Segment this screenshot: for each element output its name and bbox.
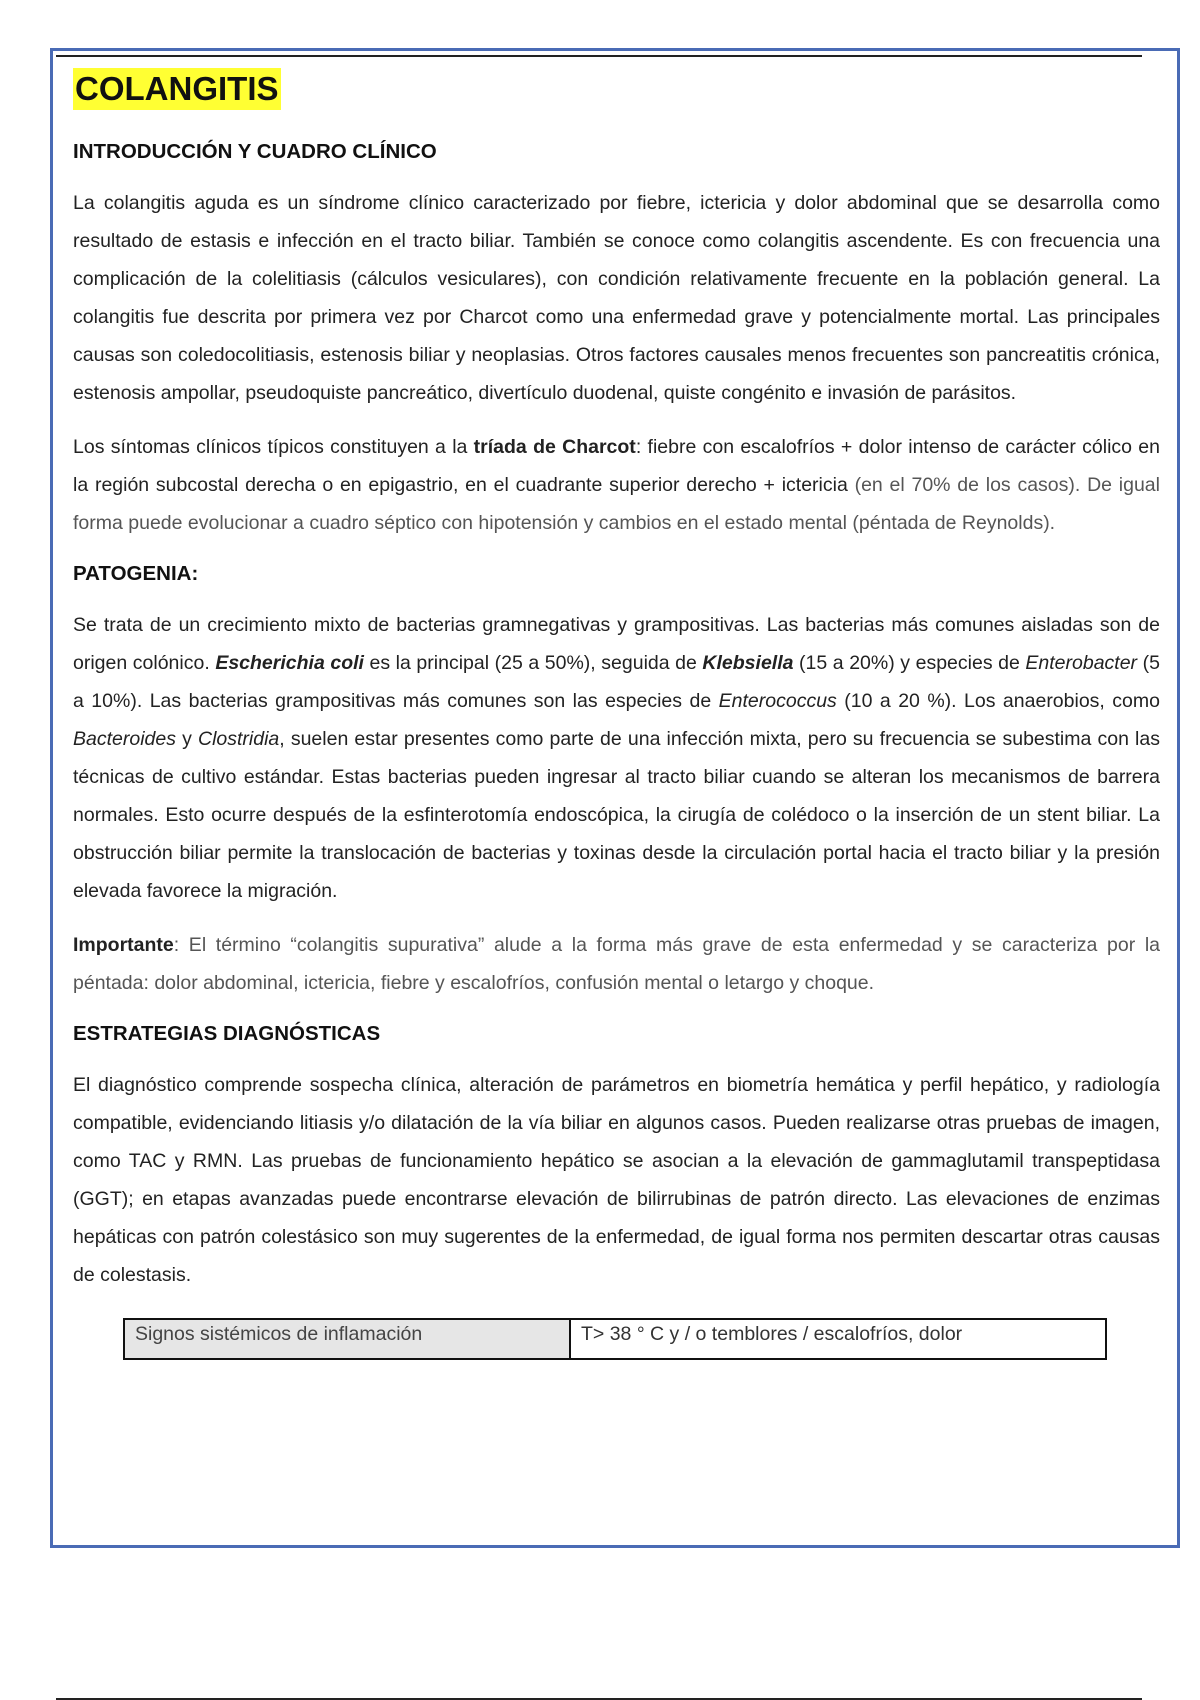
text-run-grey: : El término “colangitis supurativa” alude a la forma más grave de esta enfermedad y se caracteriza por la péntada: dolor abdominal, ictericia, fiebre y escalofríos, confusión mental o letargo y choque. bbox=[73, 934, 1160, 994]
text-run: , suelen estar presentes como parte de una infección mixta, pero su frecuencia se subestima con las técnicas de cultivo estándar. Estas bacterias pueden ingresar al tracto biliar cuando se alteran los mecanismos de barrera normales. Esto ocurre después de la esfinterotomía endoscópica, la cirugía de colédoco o la inserción de un stent biliar. La obstrucción biliar permite la translocación de bacterias y toxinas desde la circulación portal hacia el tracto biliar y la presión elevada favorece la migración. bbox=[73, 728, 1160, 902]
bacteria-name: Klebsiella bbox=[702, 652, 794, 674]
criteria-table bbox=[123, 1318, 1107, 1360]
text-run: y bbox=[175, 728, 198, 750]
importante-paragraph bbox=[73, 926, 1160, 1002]
text-run: : fiebre con escalofríos + dolor intenso de carácter cólico en la región subcostal derecha o en epigastrio, en el cuadrante superior derecho + ictericia bbox=[73, 436, 1160, 496]
bacteria-name: Bacteroides bbox=[73, 728, 176, 750]
bold-term: tríada de Charcot bbox=[473, 436, 636, 458]
bacteria-name: Clostridia bbox=[198, 728, 280, 750]
bacteria-name: Enterobacter bbox=[1025, 652, 1138, 674]
top-rule bbox=[56, 55, 1142, 57]
section-heading-patogenia: PATOGENIA: bbox=[73, 562, 199, 585]
text-run: Se trata de un crecimiento mixto de bacterias gramnegativas y grampositivas. Las bacterias más comunes aisladas son de origen colónico. bbox=[73, 614, 1160, 674]
text-run: (10 a 20 %). Los anaerobios, como bbox=[836, 690, 1160, 712]
table-cell: Signos sistémicos de inflamación bbox=[124, 1319, 570, 1359]
intro-paragraph-2 bbox=[73, 428, 1160, 542]
text-run: Los síntomas clínicos típicos constituyen a la bbox=[73, 436, 474, 458]
section-heading-diagnostico: ESTRATEGIAS DIAGNÓSTICAS bbox=[73, 1022, 381, 1045]
table-row bbox=[124, 1319, 1106, 1359]
page-title: COLANGITIS bbox=[73, 68, 281, 110]
text-run: (15 a 20%) y especies de bbox=[793, 652, 1026, 674]
importante-label: Importante bbox=[73, 934, 174, 956]
text-run: es la principal (25 a 50%), seguida de bbox=[363, 652, 703, 674]
diagnostico-paragraph: El diagnóstico comprende sospecha clínica, alteración de parámetros en biometría hemática y perfil hepático, y radiología compatible, evidenciando litiasis y/o dilatación de la vía biliar en algunos casos. Pueden realizarse otras pruebas de imagen, como TAC y RMN. Las pruebas de funcionamiento hepático se asocian a la elevación de gammaglutamil transpeptidasa (GGT); en etapas avanzadas puede encontrarse elevación de bilirrubinas de patrón directo. Las elevaciones de enzimas hepáticas con patrón colestásico son muy sugerentes de la enfermedad, de igual forma nos permiten descartar otras causas de colestasis. bbox=[73, 1074, 1160, 1286]
table-cell: T> 38 ° C y / o temblores / escalofríos, dolor bbox=[570, 1319, 1106, 1359]
patogenia-paragraph bbox=[73, 606, 1160, 910]
intro-paragraph-1: La colangitis aguda es un síndrome clínico caracterizado por fiebre, ictericia y dolor abdominal que se desarrolla como resultado de estasis e infección en el tracto biliar. También se conoce como colangitis ascendente. Es con frecuencia una complicación de la colelitiasis (cálculos vesiculares), con condición relativamente frecuente en la población general. La colangitis fue descrita por primera vez por Charcot como una enfermedad grave y potencialmente mortal. Las principales causas son coledocolitiasis, estenosis biliar y neoplasias. Otros factores causales menos frecuentes son pancreatitis crónica, estenosis ampollar, pseudoquiste pancreático, divertículo duodenal, quiste congénito e invasión de parásitos. bbox=[73, 192, 1160, 404]
section-heading-intro: INTRODUCCIÓN Y CUADRO CLÍNICO bbox=[73, 140, 437, 163]
document-body bbox=[73, 68, 1160, 1360]
text-run-grey: (en el 70% de los casos). De igual forma puede evolucionar a cuadro séptico con hipotensión y cambios en el estado mental (péntada de Reynolds). bbox=[73, 474, 1160, 534]
bacteria-name: Enterococcus bbox=[718, 690, 837, 712]
bacteria-name: Escherichia coli bbox=[215, 652, 364, 674]
text-run: (5 a 10%). Las bacterias grampositivas más comunes son las especies de bbox=[73, 652, 1160, 712]
